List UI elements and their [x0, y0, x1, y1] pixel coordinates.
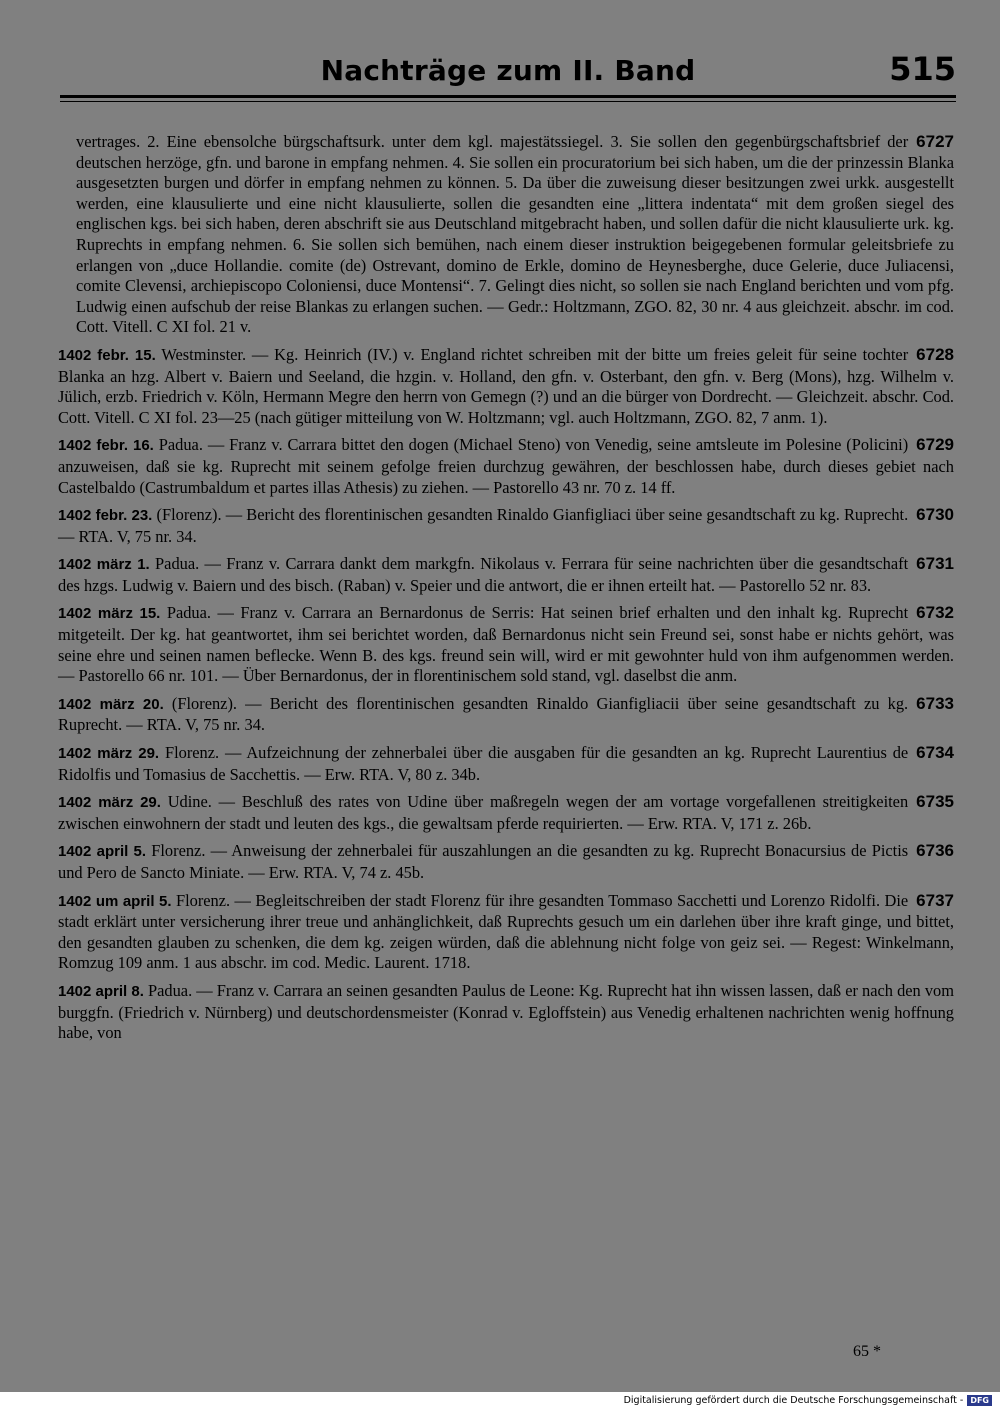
dfg-credit-bar: [624, 1394, 992, 1406]
regest-text: Florenz. — Aufzeichnung der zehnerbalei über die ausgaben für die gesandten an kg. Ruprecht Laurentius de Ridolfis und Tomasius de Sacchettis. — Erw. RTA. V, 80 z. 34b.: [58, 743, 909, 784]
regest-number: 6736: [916, 841, 954, 861]
regest-number: 6735: [916, 792, 954, 812]
regest-entry: [58, 345, 954, 428]
regest-number: 6734: [916, 743, 954, 763]
regest-number: 6728: [916, 344, 954, 364]
regest-number: 6727: [916, 132, 954, 151]
regest-date: 1402 april 5.: [58, 843, 147, 861]
dfg-logo: DFG: [967, 1395, 992, 1406]
regest-entry: [58, 505, 954, 547]
regest-entry: [58, 435, 954, 498]
regest-text: Padua. — Franz v. Carrara dankt dem markgfn. Nikolaus v. Ferrara für seine nachrichten über die gesandtschaft des hzgs. Ludwig v. Baiern und des bisch. (Raban) v. Speier und die antwort, die er ihnen erteilt hat. — Pastorello 52 nr. 83.: [58, 554, 909, 595]
regest-date: 1402 febr. 23.: [58, 507, 153, 525]
regest-text: (Florenz). — Bericht des florentinischen gesandten Rinaldo Gianfigliaci über seine gesandtschaft zu kg. Ruprecht. — RTA. V, 75 nr. 34.: [58, 505, 909, 546]
regest-date: 1402 märz 29.: [58, 794, 161, 812]
regest-date: 1402 febr. 16.: [58, 437, 154, 455]
regest-entries: [58, 132, 954, 1051]
regest-date: 1402 märz 20.: [58, 695, 164, 713]
page-header: [60, 48, 956, 94]
regest-text: (Florenz). — Bericht des florentinischen gesandten Rinaldo Gianfigliacii über seine gesandtschaft zu kg. Ruprecht. — RTA. V, 75 nr. 34.: [58, 693, 909, 735]
regest-date: 1402 april 8.: [58, 982, 144, 1000]
regest-number: 6730: [916, 505, 954, 525]
regest-date: 1402 märz 1.: [58, 556, 150, 574]
regest-number: 6731: [916, 554, 954, 574]
regest-entry: [58, 554, 954, 596]
header-rule-thick: [60, 95, 956, 98]
regest-number: 6732: [916, 603, 954, 623]
regest-entry: [58, 603, 954, 686]
regest-entry: [58, 694, 954, 736]
regest-entry: [58, 132, 954, 338]
regest-text: Padua. — Franz v. Carrara an Bernardonus de Serris: Hat seinen brief erhalten und den inhalt kg. Ruprecht mitgeteilt. Der kg. hat geantwortet, ihm sei berichtet worden, daß Bernardonus nicht sein Freund sei, sonst habe er nichts gehört, was seine ehre und seinen namen beflecke. Wenn B. des kgs. freund sein will, wird er mit gewohnter huld von ihm aufgenommen werden. — Pastorello 66 nr. 101. — Über Bernardonus, der in florentinischem sold stand, vgl. daselbst die anm.: [58, 603, 954, 686]
regest-date: 1402 märz 15.: [58, 605, 161, 623]
regest-entry: [58, 743, 954, 785]
page-number: 515: [889, 50, 956, 88]
regest-text: Westminster. — Kg. Heinrich (IV.) v. England richtet schreiben mit der bitte um freies geleit für seine tochter Blanka an hzg. Albert v. Baiern und Seeland, die hzgin. v. Holland, den gfn. v. Osterbant, den gfn. v. Berg (Mons), hzg. Wilhelm v. Jülich, erzb. Friedrich v. Köln, Hermann Megre den herrn von Gemegn (?) und an die bürger von Dordrecht. — Gleichzeit. abschr. Cod. Cott. Vitell. C XI fol. 23—25 (nach gütiger mitteilung von W. Holtzmann; vgl. auch Holtzmann, ZGO. 82, 7 anm. 1).: [58, 344, 954, 427]
regest-text: Padua. — Franz v. Carrara an seinen gesandten Paulus de Leone: Kg. Ruprecht hat ihn wissen lassen, daß er nach den vom burggfn. (Friedrich v. Nürnberg) und deutschordensmeister (Konrad v. Egloffstein) aus Venedig erhaltenen nachrichten wenig hoffnung habe, von: [58, 980, 954, 1043]
sheet-signature: 65 *: [853, 1343, 881, 1360]
regest-text: Florenz. — Begleitschreiben der stadt Florenz für ihre gesandten Tommaso Sacchetti und Lorenzo Ridolfi. Die stadt erklärt unter versicherung ihrer treue und anhänglichkeit, daß Ruprechts gesuch um ein darlehen über ihre kraft ginge, und bittet, den gesandten glauben zu schenken, die dem kg. zeigen würden, daß die ablehnung nicht folge von geiz sei. — Regest: Winkelmann, Romzug 109 anm. 1 aus abschr. im cod. Medic. Laurent. 1718.: [58, 890, 954, 973]
regest-entry: [58, 891, 954, 974]
regest-text: vertrages. 2. Eine ebensolche bürgschaftsurk. unter dem kgl. majestätssiegel. 3. Sie sollen den gegenbürgschaftsbrief der deutschen herzöge, gfn. und barone in empfang nehmen. 4. Sie sollen ein procuratorium bei sich haben, um die der prinzessin Blanka ausgesetzten burgen und dörfer in empfang nehmen zu können. 5. Da über die zuweisung dieser besitzungen zwei urkk. ausgestellt werden, eine klausulierte und eine nicht klausulierte, sollen die gesandten eine „littera indentata“ mit dem großen siegel des englischen kgs. bei sich haben, deren abschrift sie aus Deutschland mitgebracht haben, und sollen dafür die nicht klausulierte urk. kg. Ruprechts in empfang nehmen. 6. Sie sollen sich bemühen, nach einem dieser instruktion beigegebenen formular geleitsbriefe zu erlangen von „duce Hollandie. comite (de) Ostrevant, domino de Erkle, domino de Heynesberghe, duce Gelerie, duce Juliacensi, comite Clevensi, archiepiscopo Coloniensi, duce Montensi“. 7. Gelingt dies nicht, so sollen sie nach England berichten und vom pfg. Ludwig einen aufschub der reise Blankas zu erlangen suchen. — Gedr.: Holtzmann, ZGO. 82, 30 nr. 4 aus gleichzeit. abschr. im cod. Cott. Vitell. C XI fol. 21 v.: [76, 132, 954, 337]
regest-entry: [58, 841, 954, 883]
regest-text: Udine. — Beschluß des rates von Udine über maßregeln wegen der am vortage vorgefallenen streitigkeiten zwischen einwohnern der stadt und leuten des kgs., die gewaltsam pferde requirierten. — Erw. RTA. V, 171 z. 26b.: [58, 792, 909, 833]
regest-number: 6733: [916, 693, 954, 713]
regest-number: 6729: [916, 435, 954, 455]
regest-text: Padua. — Franz v. Carrara bittet den dogen (Michael Steno) von Venedig, seine amtsleute im Polesine (Policini) anzuweisen, daß sie kg. Ruprecht mit seinem gefolge freien durchzug gewähren, der beschlossen habe, durch dieses gebiet nach Castelbaldo (Castrumbaldum et partes illas Athesis) zu ziehen. — Pastorello 43 nr. 70 z. 14 ff.: [58, 435, 954, 497]
running-title: Nachträge zum II. Band: [320, 54, 696, 87]
regest-number: 6737: [916, 890, 954, 910]
regest-entry: [58, 792, 954, 834]
header-rule-thin: [60, 101, 956, 102]
regest-text: Florenz. — Anweisung der zehnerbalei für auszahlungen an die gesandten zu kg. Ruprecht Bonacursius de Pictis und Pero de Sancto Miniate. — Erw. RTA. V, 74 z. 45b.: [58, 841, 909, 882]
regest-entry: [58, 981, 954, 1044]
regest-date: 1402 märz 29.: [58, 745, 160, 763]
regest-date: 1402 febr. 15.: [58, 346, 156, 364]
dfg-credit-text: Digitalisierung gefördert durch die Deutsche Forschungsgemeinschaft -: [623, 1394, 964, 1406]
regest-date: 1402 um april 5.: [58, 892, 172, 910]
